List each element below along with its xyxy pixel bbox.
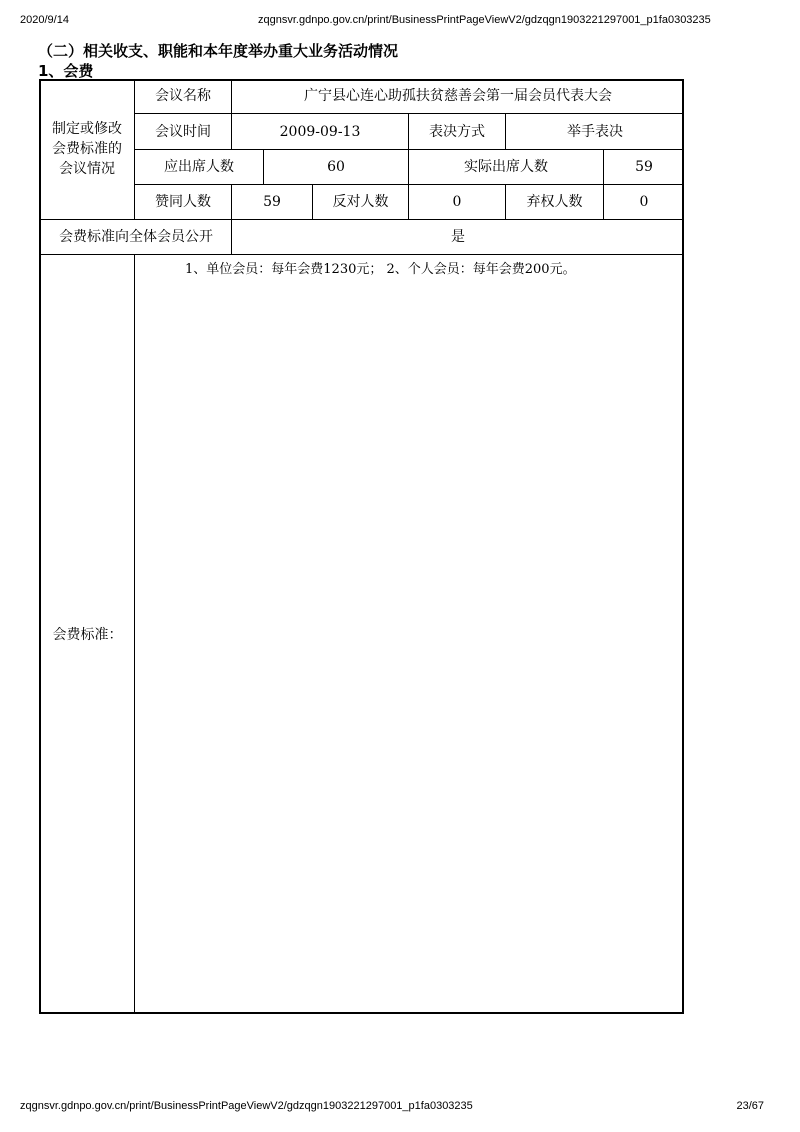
column-divider [134,254,135,1014]
disclosure-label: 会费标准向全体会员公开 [59,229,213,245]
fee-standard-value: 1、单位会员：每年会费1230元； 2、个人会员：每年会费200元。 [185,262,576,277]
page-number: 23/67 [736,1100,764,1112]
meeting-info-group-label: 制定或修改会费标准的会议情况 [52,121,122,177]
section-title: （二）相关收支、职能和本年度举办重大业务活动情况 [38,42,399,60]
row-divider [39,254,684,255]
voting-method-label: 表决方式 [429,123,485,140]
disclosure-value: 是 [451,229,465,245]
expected-attendees-value: 60 [327,159,345,175]
fee-standard-label: 会费标准： [52,626,123,643]
oppose-count-value: 0 [452,194,462,210]
meeting-time-label: 会议时间 [155,123,211,140]
abstain-count-label: 弃权人数 [526,194,583,210]
meeting-time-value: 2009-09-13 [279,123,361,140]
subsection-title: 1、会费 [38,62,94,80]
expected-attendees-label: 应出席人数 [164,159,234,175]
print-footer-url: zqgnsvr.gdnpo.gov.cn/print/BusinessPrintPageViewV2/gdzqgn1903221297001_p1fa0303235 [20,1100,473,1112]
print-date: 2020/9/14 [20,14,69,26]
voting-method-value: 举手表决 [567,123,623,140]
approve-count-value: 59 [263,194,281,210]
meeting-name-value: 广宁县心连心助孤扶贫慈善会第一届会员代表大会 [304,88,612,104]
print-header-url: zqgnsvr.gdnpo.gov.cn/print/BusinessPrintPageViewV2/gdzqgn1903221297001_p1fa0303235 [258,14,711,26]
actual-attendees-value: 59 [635,159,653,175]
meeting-name-label: 会议名称 [155,88,211,104]
oppose-count-label: 反对人数 [332,194,389,210]
approve-count-label: 赞同人数 [155,194,211,210]
actual-attendees-label: 实际出席人数 [464,159,548,175]
abstain-count-value: 0 [639,194,649,210]
